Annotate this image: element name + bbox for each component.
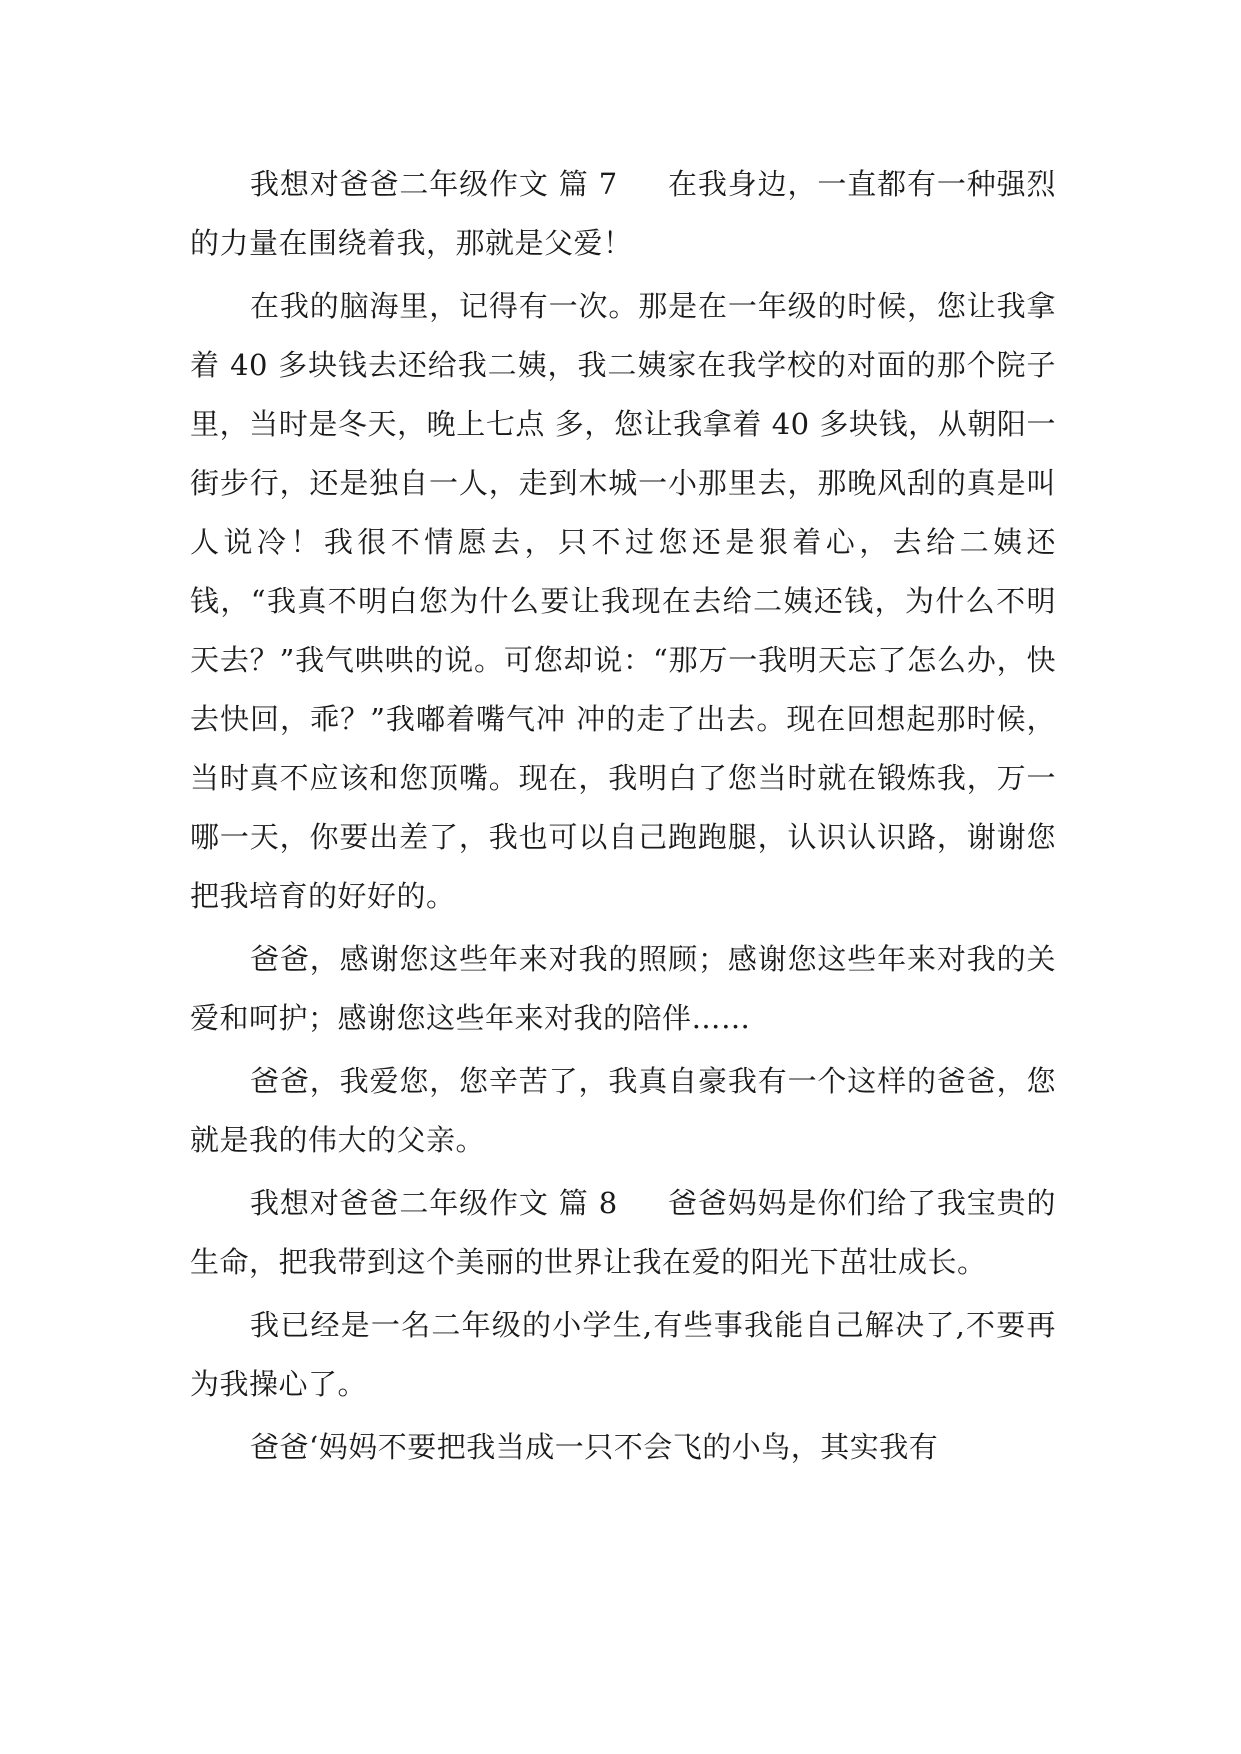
paragraph-bird: 爸爸‘妈妈不要把我当成一只不会飞的小鸟，其实我有: [250, 1430, 939, 1464]
essay-8-heading: 我想对爸爸二年级作文 篇 8: [250, 1186, 618, 1220]
essay-8-opening-text: 爸爸妈妈是你们给了我宝贵的生命，把我带到这个美丽的世界让我在爱的阳光下茁壮成长。: [190, 1186, 1056, 1279]
essay-7-intro: [190, 155, 1056, 273]
document-page: [190, 155, 1056, 1477]
paragraph-love: 爸爸，我爱您，您辛苦了，我真自豪我有一个这样的爸爸，您就是我的伟大的父亲。: [190, 1064, 1056, 1157]
essay-8-intro: [190, 1174, 1056, 1292]
paragraph-thanks: 爸爸，感谢您这些年来对我的照顾；感谢您这些年来对我的关爱和呵护；感谢您这些年来对我的陪伴……: [190, 942, 1056, 1035]
essay-7-heading: 我想对爸爸二年级作文 篇 7: [250, 167, 618, 201]
essay-7-opening-text: 在我身边，一直都有一种强烈的力量在围绕着我，那就是父爱！: [190, 167, 1056, 260]
paragraph-memory: 在我的脑海里，记得有一次。那是在一年级的时候，您让我拿着 40 多块钱去还给我二姨，我二姨家在我学校的对面的那个院子里，当时是冬天，晚上七点 多，您让我拿着 40 多块钱，从朝阳一街步行，还是独自一人，走到木城一小那里去，那晚风刮的真是叫人说冷！我很不情愿去，只不过您还是狠着心，去给二姨还 钱，“我真不明白您为什么要让我现在去给二姨还钱，为什么不明天去？”我气哄哄的说。可您却说：“那万一我明天忘了怎么办，快去快回，乖？”我嘟着嘴气冲 冲的走了出去。现在回想起那时候，当时真不应该和您顶嘴。现在，我明白了您当时就在锻炼我，万一哪一天，你要出差了，我也可以自己跑跑腿，认识认识路，谢谢您把我培育的好好的。: [190, 289, 1056, 913]
paragraph-grown-up: 我已经是一名二年级的小学生,有些事我能自己解决了,不要再为我操心了。: [190, 1308, 1056, 1401]
